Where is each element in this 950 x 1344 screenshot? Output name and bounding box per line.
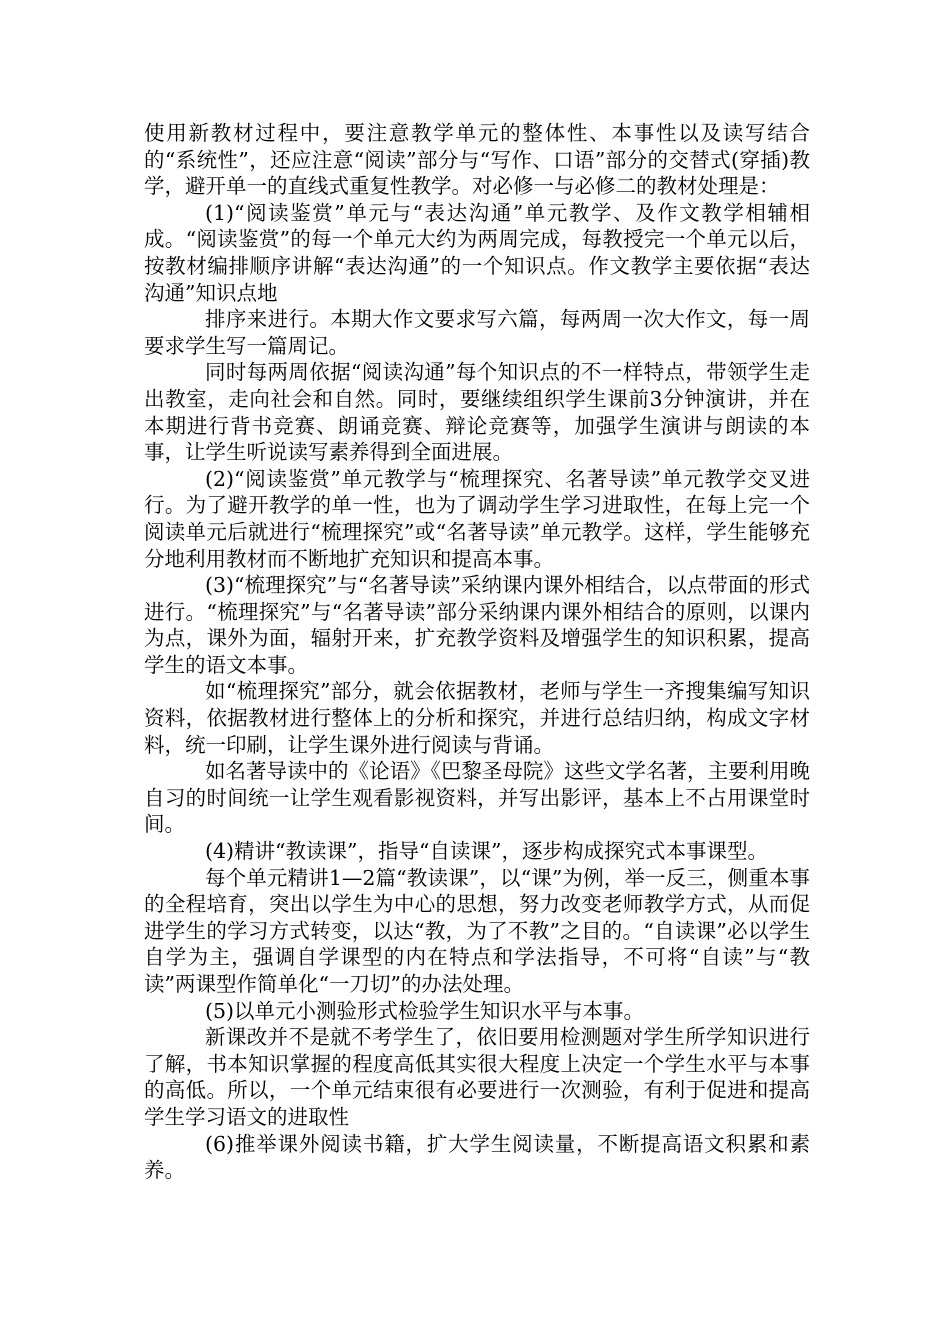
paragraph-item-1-continued: 排序来进行。本期大作文要求写六篇，每两周一次大作文，每一周要求学生写一篇周记。 — [144, 307, 810, 358]
paragraph-item-3-example-1: 如“梳理探究”部分，就会依据教材，老师与学生一齐搜集编写知识资料，依据教材进行整体上的分析和探究，并进行总结归纳，构成文字材料，统一印刷，让学生课外进行阅读与背诵。 — [144, 679, 810, 757]
paragraph-item-3: (3)“梳理探究”与“名著导读”采纳课内课外相结合，以点带面的形式进行。“梳理探究”与“名著导读”部分采纳课内课外相结合的原则，以课内为点，课外为面，辐射开来，扩充教学资料及增强学生的知识积累，提高学生的语文本事。 — [144, 573, 810, 677]
paragraph-item-5: (5)以单元小测验形式检验学生知识水平与本事。 — [205, 998, 645, 1023]
document-page — [144, 120, 810, 1184]
paragraph-item-6: (6)推举课外阅读书籍，扩大学生阅读量，不断提高语文积累和素养。 — [144, 1131, 810, 1183]
paragraph-item-5-detail: 新课改并不是就不考学生了，依旧要用检测题对学生所学知识进行了解，书本知识掌握的程度高低其实很大程度上决定一个学生水平与本事的高低。所以，一个单元结束很有必要进行一次测验，有利于促进和提高学生学习语文的进取性 — [144, 1025, 810, 1129]
paragraph-item-1: (1)“阅读鉴赏”单元与“表达沟通”单元教学、及作文教学相辅相成。“阅读鉴赏”的每一个单元大约为两周完成，每教授完一个单元以后，按教材编排顺序讲解“表达沟通”的一个知识点。作文教学主要依据“表达沟通”知识点地 — [144, 200, 810, 305]
paragraph-intro: 使用新教材过程中，要注意教学单元的整体性、本事性以及读写结合的“系统性”，还应注意“阅读”部分与“写作、口语”部分的交替式(穿插)教学，避开单一的直线式重复性教学。对必修一与必修二的教材处理是： — [144, 121, 810, 199]
paragraph-item-1-activities: 同时每两周依据“阅读沟通”每个知识点的不一样特点，带领学生走出教室，走向社会和自然。同时，要继续组织学生课前3分钟演讲，并在本期进行背书竞赛、朗诵竞赛、辩论竞赛等，加强学生演讲与朗读的本事，让学生听说读写素养得到全面进展。 — [144, 360, 810, 465]
paragraph-item-4: (4)精讲“教读课”，指导“自读课”，逐步构成探究式本事课型。 — [205, 839, 768, 864]
paragraph-item-4-detail: 每个单元精讲1—2篇“教读课”，以“课”为例，举一反三，侧重本事的全程培育，突出以学生为中心的思想，努力改变老师教学方式，从而促进学生的学习方式转变，以达“教，为了不教”之目的。“自读课”必以学生自学为主，强调自学课型的内在特点和学法指导，不可将“自读”与“教读”两课型作简单化“一刀切”的办法处理。 — [144, 865, 810, 996]
paragraph-item-2: (2)“阅读鉴赏”单元教学与“梳理探究、名著导读”单元教学交叉进行。为了避开教学的单一性，也为了调动学生学习进取性，在每上完一个阅读单元后就进行“梳理探究”或“名著导读”单元教学。这样，学生能够充分地利用教材而不断地扩充知识和提高本事。 — [144, 466, 810, 571]
paragraph-item-3-example-2: 如名著导读中的《论语》《巴黎圣母院》这些文学名著，主要利用晚自习的时间统一让学生观看影视资料，并写出影评，基本上不占用课堂时间。 — [144, 759, 810, 837]
